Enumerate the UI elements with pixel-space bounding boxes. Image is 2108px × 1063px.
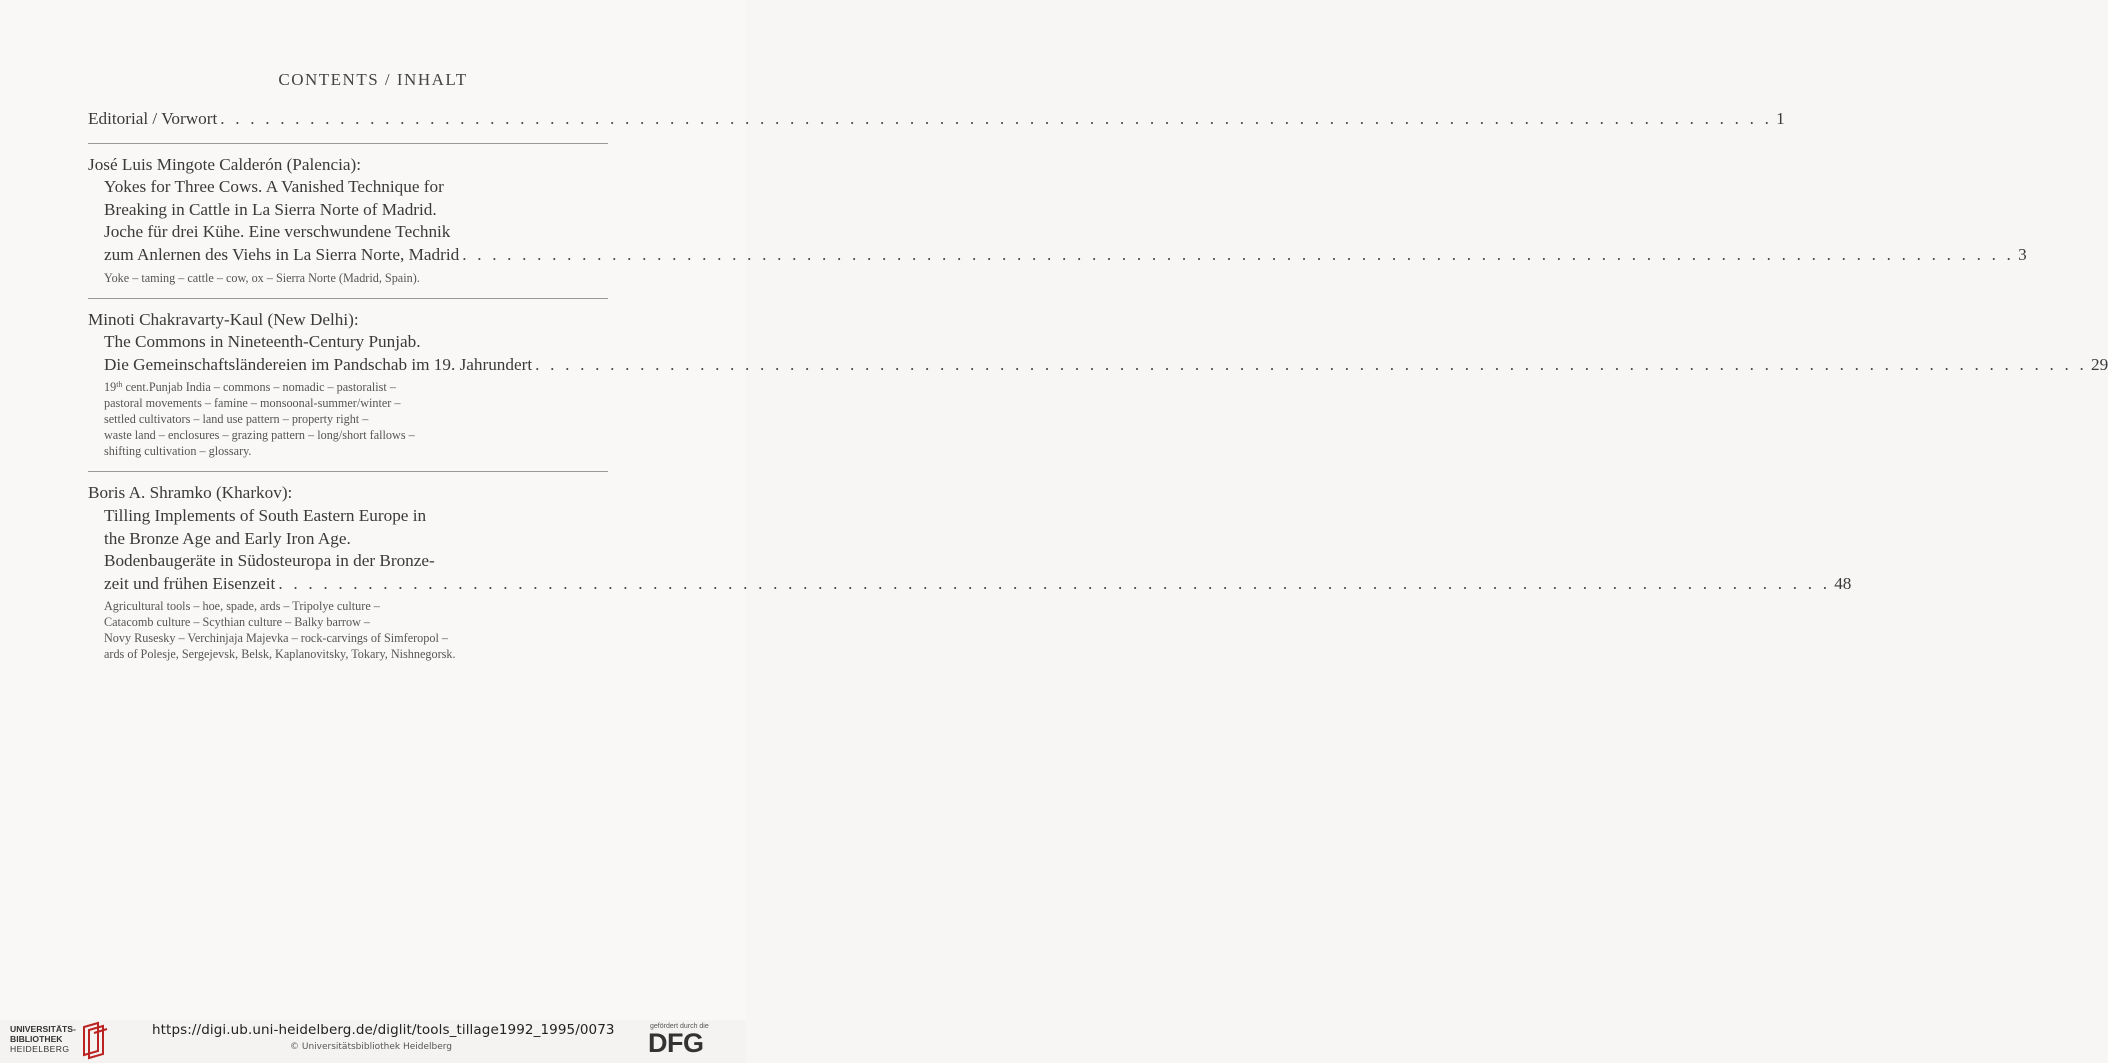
page-number: 3 (2018, 244, 2027, 264)
library-logo-line3: HEIDELBERG (10, 1044, 70, 1054)
toc-entry-title-line: Bodenbaugeräte in Südosteuropa in der Bronze- (104, 551, 435, 571)
keyword-line: settled cultivators – land use pattern – property right – (104, 412, 369, 427)
page-heading: CONTENTS / INHALT (278, 70, 468, 89)
dot-leader: . . . . . . . . . . . . . . . . . . . . . . . . . . . . . . . . . . . . . . . . . . . . . . . . . . . . . . . . . . . . . . . . . . . . . . . . . . . . . . . . . . . . . . . . . . . . . . . . . . . . . . . . (535, 354, 2087, 374)
library-mark-icon (80, 1021, 110, 1061)
divider (88, 143, 608, 144)
toc-entry-author: Boris A. Shramko (Kharkov): (88, 483, 293, 503)
toc-entry-chakravarty (88, 309, 2108, 460)
toc-entry-mingote (88, 154, 2027, 286)
keyword-line: Novy Rusesky – Verchinjaja Majevka – rock-carvings of Simferopol – (104, 631, 448, 646)
keyword-line: Yoke – taming – cattle – cow, ox – Sierra Norte (Madrid, Spain). (104, 270, 420, 285)
permalink-url[interactable]: https://digi.ub.uni-heidelberg.de/diglit/tools_tillage1992_1995/0073 (152, 1022, 615, 1038)
toc-entry-keywords (88, 598, 644, 662)
toc-entry-author: Minoti Chakravarty-Kaul (New Delhi): (88, 309, 359, 329)
dfg-wordmark: DFG (648, 1028, 704, 1058)
divider (88, 471, 608, 472)
toc-entry-title-line (88, 108, 1785, 131)
page-number: 29 (2091, 354, 2108, 374)
toc-entry-shramko (88, 482, 1852, 662)
toc-entry-author: José Luis Mingote Calderón (Palencia): (88, 154, 362, 174)
page-number: 1 (1776, 109, 1785, 128)
keyword-line: Catacomb culture – Scythian culture – Balky barrow – (104, 615, 371, 630)
toc-entry-keywords (88, 270, 644, 286)
toc-entry-title-line: The Commons in Nineteenth-Century Punjab. (104, 332, 421, 352)
keyword-line: pastoral movements – famine – monsoonal-summer/winter – (104, 396, 401, 411)
toc-entry-title-line: the Bronze Age and Early Iron Age. (104, 528, 351, 548)
table-of-contents (88, 108, 2108, 662)
toc-entry-title-line: Tilling Implements of South Eastern Europe in (104, 505, 427, 525)
toc-entry-title-line: Joche für drei Kühe. Eine verschwundene Technik (104, 222, 451, 242)
toc-entry-title: Editorial / Vorwort (88, 109, 218, 128)
toc-entry-title-line: Breaking in Cattle in La Sierra Norte of Madrid. (104, 199, 437, 219)
toc-entry-title: zeit und frühen Eisenzeit (104, 573, 276, 593)
keyword-text: cent.Punjab India – commons – nomadic – pastoralist – (122, 380, 396, 395)
toc-entry-title: Die Gemeinschaftsländereien im Pandschab im 19. Jahrundert (104, 354, 533, 374)
dfg-tagline: gefördert durch die (650, 1023, 709, 1030)
copyright-notice: © Universitätsbibliothek Heidelberg (290, 1042, 453, 1052)
keyword-line: waste land – enclosures – grazing pattern – long/short fallows – (104, 428, 415, 443)
library-logo-line2: BIBLIOTHEK (10, 1034, 63, 1044)
page-number: 48 (1834, 573, 1852, 593)
keyword-line: Agricultural tools – hoe, spade, ards – Tripolye culture – (104, 599, 380, 614)
keyword-century: 19 (104, 380, 117, 395)
library-logo-text (10, 1024, 76, 1054)
keyword-line: shifting cultivation – glossary. (104, 444, 252, 459)
toc-entry-title-line (88, 244, 2027, 267)
toc-entry-title-line (88, 354, 2108, 377)
toc-entry-title-line: Yokes for Three Cows. A Vanished Technique for (104, 177, 444, 197)
toc-entry-keywords (88, 379, 644, 459)
library-logo[interactable] (10, 1024, 140, 1060)
divider (88, 298, 608, 299)
dfg-logo[interactable] (648, 1023, 738, 1059)
dot-leader: . . . . . . . . . . . . . . . . . . . . . . . . . . . . . . . . . . . . . . . . . . . . . . . . . . . . . . . . . . . . . . . . . . . . . . . . . . . . . . . . . . . . . . . . . . . . . . . . . . . . . . . . (462, 244, 2015, 264)
library-logo-line1: UNIVERSITÄTS- (10, 1024, 76, 1034)
keyword-line (104, 379, 644, 395)
superscript: th (116, 380, 123, 390)
dot-leader: . . . . . . . . . . . . . . . . . . . . . . . . . . . . . . . . . . . . . . . . . . . . . . . . . . . . . . . . . . . . . . . . . . . . . . . . . . . . . . . . . . . . . . . . . . . . . . . . . . . . . . . . (278, 573, 1831, 593)
toc-entry-title-line (88, 573, 1852, 596)
dot-leader: . . . . . . . . . . . . . . . . . . . . . . . . . . . . . . . . . . . . . . . . . . . . . . . . . . . . . . . . . . . . . . . . . . . . . . . . . . . . . . . . . . . . . . . . . . . . . . . . . . . . . . . . (220, 109, 1773, 128)
toc-entry-editorial (88, 108, 1785, 131)
toc-entry-title: zum Anlernen des Viehs in La Sierra Norte, Madrid (104, 244, 460, 264)
keyword-line: ards of Polesje, Sergejevsk, Belsk, Kaplanovitsky, Tokary, Nishnegorsk. (104, 647, 456, 662)
footer-bar (0, 1020, 746, 1063)
